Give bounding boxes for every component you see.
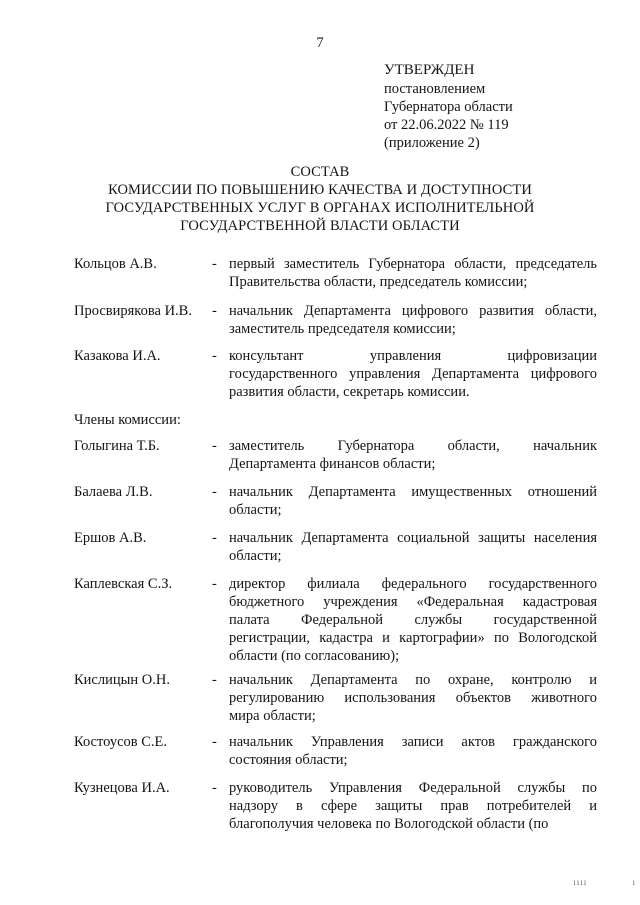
dash-separator: - [212,734,217,750]
position-line: консультант управления цифровизации [229,348,597,364]
dash-separator: - [212,530,217,546]
member-position [229,302,597,338]
member-name: Ершов А.В. [74,530,147,546]
member-name: Голыгина Т.Б. [74,438,160,454]
page-number: 7 [316,35,324,51]
position-line: палата Федеральной службы государственной [229,612,597,628]
position-line: Департамента финансов области; [229,456,436,472]
member-position [229,733,597,769]
position-line: заместитель председателя комиссии; [229,321,456,337]
position-line: первый заместитель Губернатора области, председатель [229,256,597,272]
position-line: области; [229,502,282,518]
approval-line: Губернатора области [384,99,513,115]
position-line: надзору в сфере защиты прав потребителей и [229,798,597,814]
approval-heading: УТВЕРЖДЕН [384,62,475,78]
approval-stamp [384,61,513,152]
member-position [229,347,597,401]
position-line: заместитель Губернатора области, начальник [229,438,597,454]
member-name: Кислицын О.Н. [74,672,170,688]
member-name: Каплевская С.З. [74,576,173,592]
approval-line: от 22.06.2022 № 119 [384,117,509,133]
dash-separator: - [212,303,217,319]
position-line: начальник Департамента по охране, контролю и [229,672,597,688]
dash-separator: - [212,672,217,688]
position-line: развития области, секретарь комиссии. [229,384,470,400]
position-line: начальник Департамента имущественных отношений [229,484,597,500]
title-line: ГОСУДАРСТВЕННОЙ ВЛАСТИ ОБЛАСТИ [180,218,460,234]
members-label: Члены комиссии: [74,412,181,428]
position-line: начальник Департамента цифрового развития области, [229,303,597,319]
member-position [229,255,597,291]
member-name: Костоусов С.Е. [74,734,168,750]
position-line: бюджетного учреждения «Федеральная кадастровая [229,594,597,610]
member-position [229,437,597,473]
position-line: государственного управления Департамента цифрового [229,366,597,382]
margin-mark: ı [632,877,636,887]
position-line: директор филиала федерального государственного [229,576,597,592]
dash-separator: - [212,438,217,454]
approval-line: постановлением [384,81,486,97]
member-name: Балаева Л.В. [74,484,153,500]
dash-separator: - [212,780,217,796]
approval-line: (приложение 2) [384,135,480,151]
member-name: Казакова И.А. [74,348,161,364]
position-line: регистрации, кадастра и картографии» по Вологодской [229,630,597,646]
position-line: состояния области; [229,752,348,768]
dash-separator: - [212,256,217,272]
document-title [0,163,640,235]
dash-separator: - [212,576,217,592]
position-line: начальник Управления записи актов гражданского [229,734,597,750]
position-line: регулированию использования объектов животного [229,690,597,706]
member-name: Просвирякова И.В. [74,303,192,319]
member-position [229,483,597,519]
member-position [229,779,597,833]
member-position [229,575,597,665]
member-name: Кузнецова И.А. [74,780,170,796]
member-position [229,529,597,565]
position-line: благополучия человека по Вологодской области (по [229,816,549,832]
member-position [229,671,597,725]
member-name: Кольцов А.В. [74,256,157,272]
dash-separator: - [212,348,217,364]
margin-mark: ıııı [573,877,588,887]
dash-separator: - [212,484,217,500]
title-line: КОМИССИИ ПО ПОВЫШЕНИЮ КАЧЕСТВА И ДОСТУПНОСТИ [108,182,532,198]
margin-marks [531,873,636,891]
title-heading: СОСТАВ [290,164,350,180]
position-line: мира области; [229,708,316,724]
position-line: области; [229,548,282,564]
position-line: Правительства области, председатель комиссии; [229,274,528,290]
position-line: руководитель Управления Федеральной службы по [229,780,597,796]
position-line: начальник Департамента социальной защиты населения [229,530,597,546]
position-line: области (по согласованию); [229,648,400,664]
title-line: ГОСУДАРСТВЕННЫХ УСЛУГ В ОРГАНАХ ИСПОЛНИТЕЛЬНОЙ [105,200,535,216]
